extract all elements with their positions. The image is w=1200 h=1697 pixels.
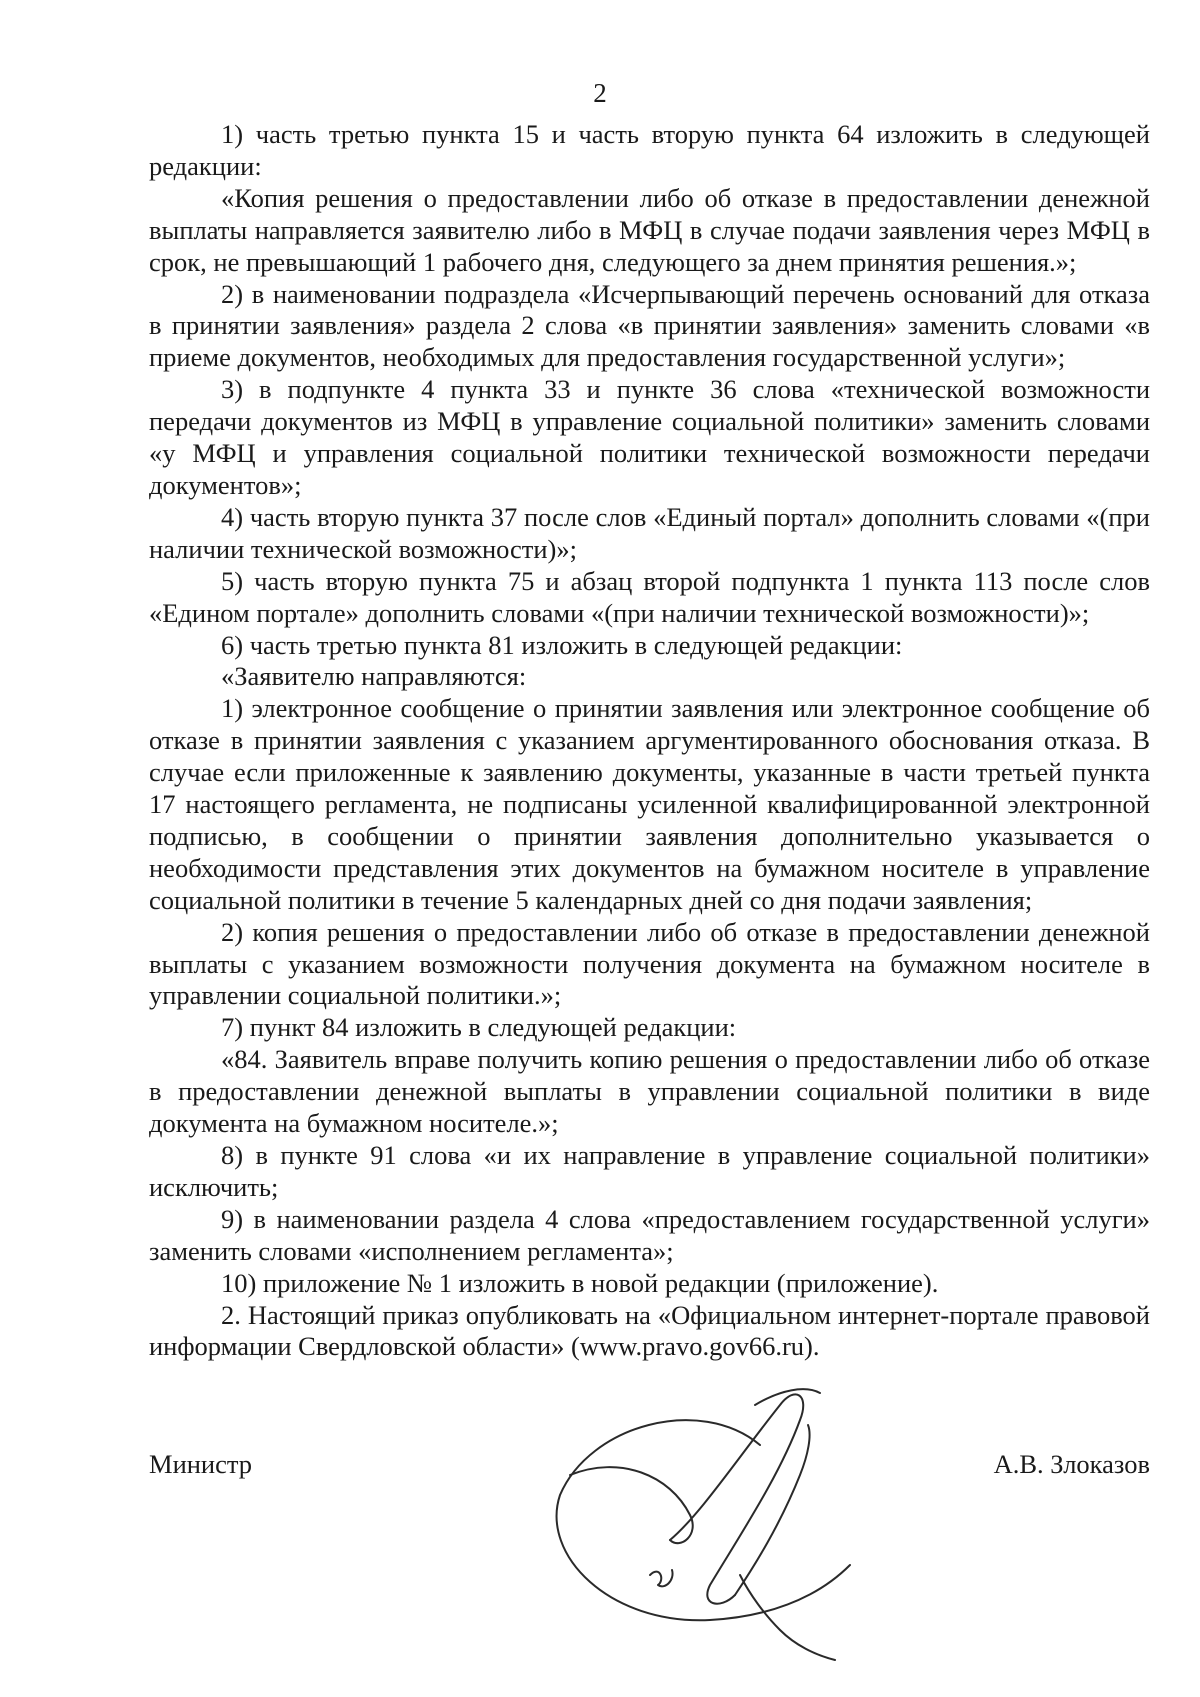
handwritten-signature [550,1365,930,1665]
paragraph-item-5: 5) часть вторую пункта 75 и абзац второй подпункта 1 пункта 113 после слов «Едином портале» дополнить словами «(при наличии технической возможности)»; [149,565,1150,628]
paragraph-item-7: 7) пункт 84 изложить в следующей редакции: [221,1012,737,1043]
paragraph-item-9: 9) в наименовании раздела 4 слова «предоставлением государственной услуги» заменить словами «исполнением регламента»; [149,1203,1150,1266]
signer-name: А.В. Злоказов [993,1449,1150,1479]
paragraph-quote-applicant: «Заявителю направляются: [221,661,527,692]
paragraph-publication: 2. Настоящий приказ опубликовать на «Официальном интернет-портале правовой информации Свердловской области» (www.pravo.gov66.ru). [149,1299,1150,1362]
paragraph-subitem-1: 1) электронное сообщение о принятии заявления или электронное сообщение об отказе в принятии заявления с указанием аргументированного обоснования отказа. В случае если приложенные к заявлению документы, указанные в части третьей пункта 17 настоящего регламента, не подписаны усиленной квалифицированной электронной подписью, в сообщении о принятии заявления дополнительно указывается о необходимости представления этих документов на бумажном носителе в управление социальной политики в течение 5 календарных дней со дня подачи заявления; [149,693,1150,915]
page-number: 2 [593,78,607,108]
document-body [149,119,1150,1363]
paragraph-quote-copy-decision: «Копия решения о предоставлении либо об отказе в предоставлении денежной выплаты направляется заявителю либо в МФЦ в случае подачи заявления через МФЦ в срок, не превышающий 1 рабочего дня, следующего за днем принятия решения.»; [149,182,1150,277]
paragraph-item-10: 10) приложение № 1 изложить в новой редакции (приложение). [221,1267,939,1298]
paragraph-subitem-2: 2) копия решения о предоставлении либо об отказе в предоставлении денежной выплаты с указанием возможности получения документа на бумажном носителе в управлении социальной политики.»; [149,916,1150,1011]
paragraph-quote-84: «84. Заявитель вправе получить копию решения о предоставлении либо об отказе в предоставлении денежной выплаты в управлении социальной политики в виде документа на бумажном носителе.»; [149,1044,1150,1139]
paragraph-item-3: 3) в подпункте 4 пункта 33 и пункте 36 слова «технической возможности передачи документов из МФЦ в управление социальной политики» заменить словами «у МФЦ и управления социальной политики технической возможности передачи документов»; [149,374,1150,500]
paragraph-item-8: 8) в пункте 91 слова «и их направление в управление социальной политики» исключить; [149,1140,1150,1202]
paragraph-item-6: 6) часть третью пункта 81 изложить в следующей редакции: [221,629,903,660]
signer-title: Министр [149,1449,253,1479]
paragraph-item-2: 2) в наименовании подраздела «Исчерпывающий перечень оснований для отказа в принятии заявления» раздела 2 слова «в принятии заявления» заменить словами «в приеме документов, необходимых для предоставления государственной услуги»; [149,278,1150,373]
paragraph-item-4: 4) часть вторую пункта 37 после слов «Единый портал» дополнить словами «(при наличии технической возможности)»; [149,501,1150,564]
paragraph-item-1: 1) часть третью пункта 15 и часть вторую пункта 64 изложить в следующей редакции: [149,119,1150,181]
